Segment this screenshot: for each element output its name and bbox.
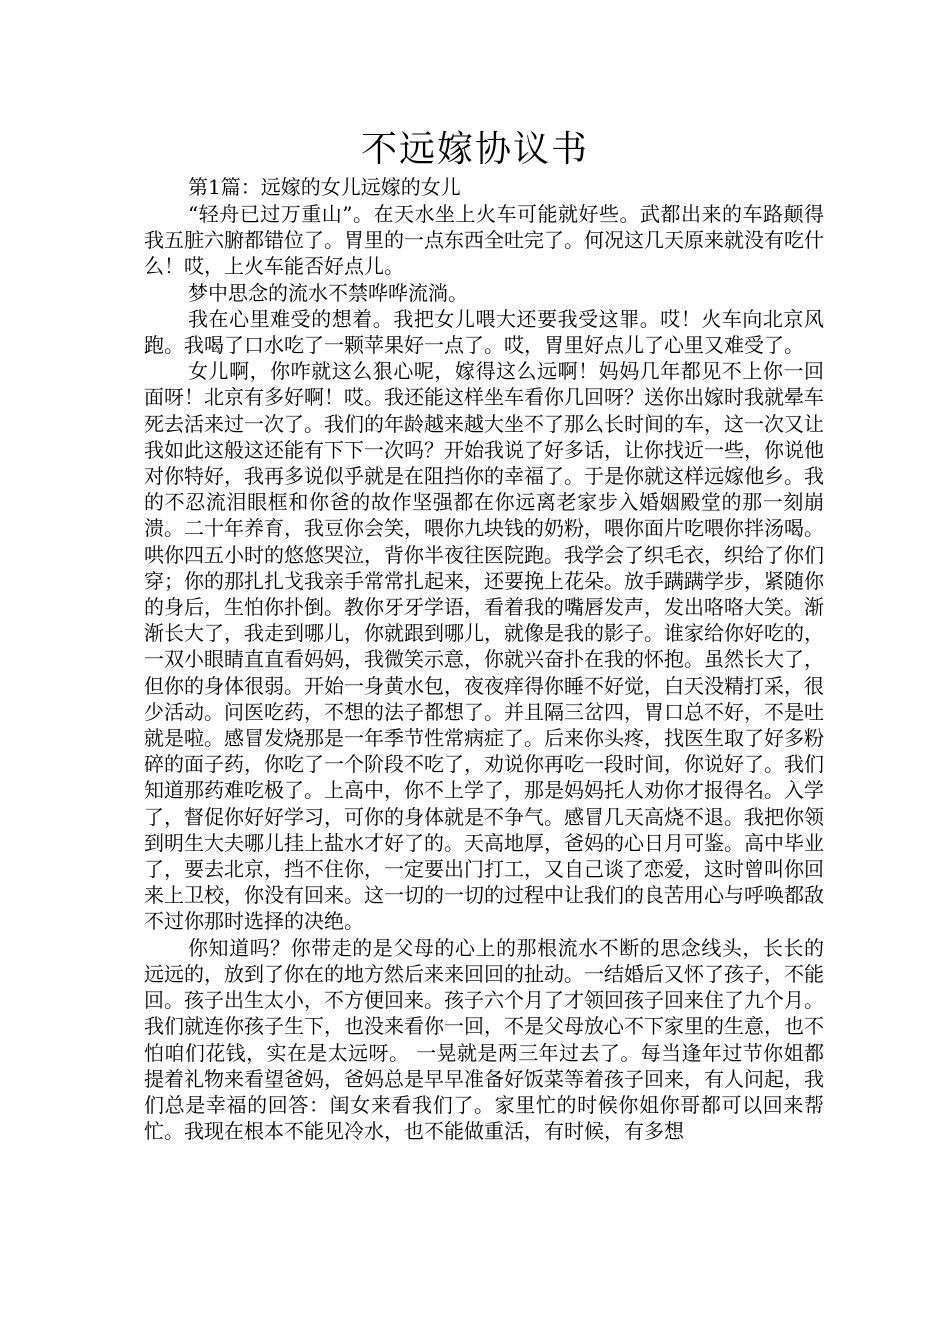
paragraph: 女儿啊，你咋就这么狠心呢，嫁得这么远啊！妈妈几年都见不上你一回面呀！北京有多好啊！哎。我还能这样坐车看你几回呀？送你出嫁时我就晕车死去活来过一次了。我们的年龄越来越大坐不了那么长时间的车，这一次又让我如此这般这还能有下下一次吗？开始我说了好多话，让你找近一些，你说他对你特好，我再多说似乎就是在阻挡你的幸福了。于是你就这样远嫁他乡。我的不忍流泪眼框和你爸的故作坚强都在你远离老家步入婚姻殿堂的那一刻崩溃。二十年养育，我豆你会笑，喂你九块钱的奶粉，喂你面片吃喂你拌汤喝。哄你四五小时的悠悠哭泣，背你半夜往医院跑。我学会了织毛衣，织给了你们穿；你的那扎扎戈我亲手常常扎起来，还要挽上花朵。放手蹒蹒学步，紧随你的身后，生怕你扑倒。教你牙牙学语，看着我的嘴唇发声，发出咯咯大笑。渐渐长大了，我走到哪儿，你就跟到哪儿，就像是我的影子。谁家给你好吃的，一双小眼睛直直看妈妈，我微笑示意，你就兴奋扑在我的怀抱。虽然长大了，但你的身体很弱。开始一身黄水包，夜夜痒得你睡不好觉，白天没精打采，很少活动。问医吃药，不想的法子都想了。并且隔三岔四，胃口总不好，不是吐就是啦。感冒发烧那是一年季节性常病症了。后来你头疼，找医生取了好多粉碎的面子药，你吃了一个阶段不吃了，劝说你再吃一段时间，你说好了。我们知道那药难吃极了。上高中，你不上学了，那是妈妈托人劝你才报得名。入学了，督促你好好学习，可你的身体就是不争气。感冒几天高烧不退。我把你领到明生大夫哪儿挂上盐水才好了的。天高地厚，爸妈的心日月可鉴。高中毕业了，要去北京，挡不住你，一定要出门打工，又自己谈了恋爱，这时曾叫你回来上卫校，你没有回来。这一切的一切的过程中让我们的良苦用心与呼唤都敌不过你那时选择的决绝。	[144, 359, 824, 934]
document-body	[144, 201, 824, 1144]
paragraph: 我在心里难受的想着。我把女儿喂大还要我受这罪。哎！火车向北京风跑。我喝了口水吃了一颗苹果好一点了。哎，胃里好点儿了心里又难受了。	[144, 306, 824, 358]
document-title: 不远嫁协议书	[360, 129, 589, 170]
paragraph: “轻舟已过万重山”。在天水坐上火车可能就好些。武都出来的车路颠得我五脏六腑都错位了。胃里的一点东西全吐完了。何况这几天原来就没有吃什么！哎，上火车能否好点儿。	[144, 202, 824, 279]
paragraph: 你知道吗？你带走的是父母的心上的那根流水不断的思念线头，长长的远远的，放到了你在的地方然后来来回回的扯动。一结婚后又怀了孩子，不能回。孩子出生太小，不方便回来。孩子六个月了才领回孩子回来住了九个月。我们就连你孩子生下，也没来看你一回，不是父母放心不下家里的生意，也不怕咱们花钱，实在是太远呀。 一晃就是两三年过去了。每当逢年过节你姐都提着礼物来看望爸妈，爸妈总是早早准备好饭菜等着孩子回来，有人问起，我们总是幸福的回答：闺女来看我们了。家里忙的时候你姐你哥都可以回来帮忙。我现在根本不能见冷水，也不能做重活，有时候，有多想	[144, 935, 824, 1144]
paragraph: 梦中思念的流水不禁哗哗流淌。	[188, 280, 468, 305]
document-subtitle: 第1篇：远嫁的女儿远嫁的女儿	[188, 175, 461, 199]
